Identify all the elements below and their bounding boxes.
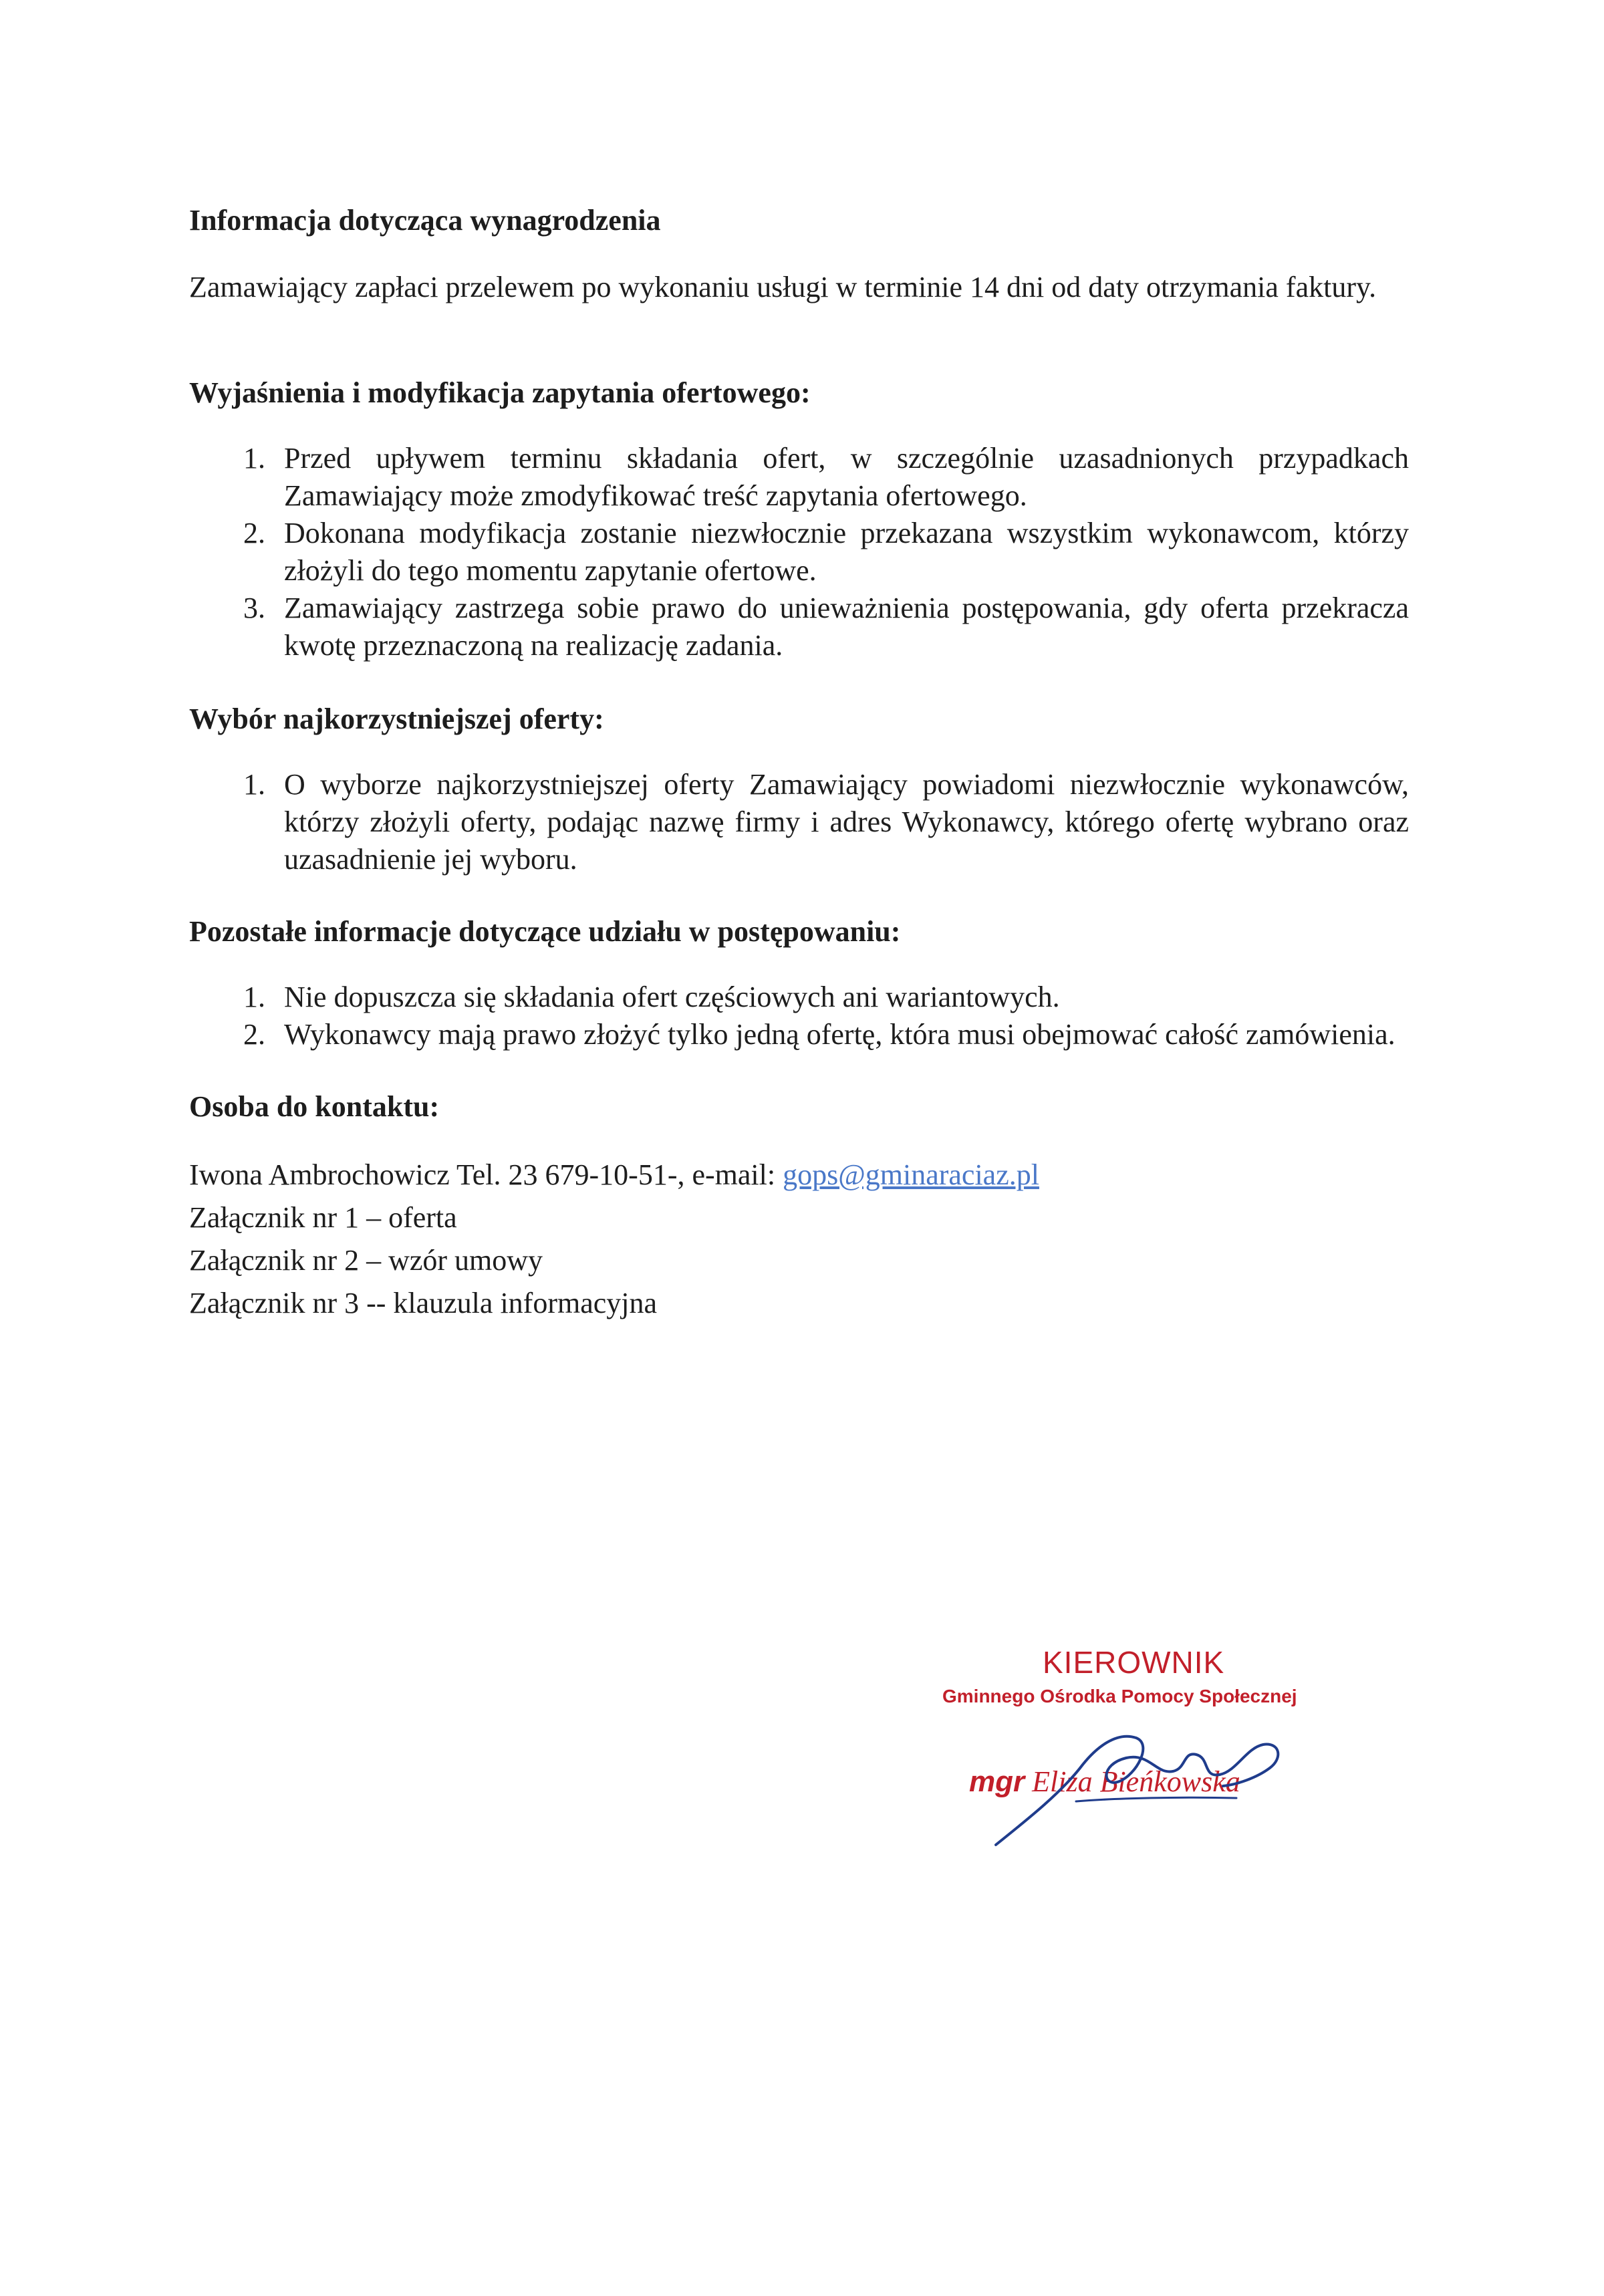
stamp-title: KIEROWNIK xyxy=(1043,1645,1225,1680)
selection-heading: Wybór najkorzystniejszej oferty: xyxy=(189,703,604,735)
payment-text: Zamawiający zapłaci przelewem po wykonaniu usługi w terminie 14 dni od daty otrzymania faktury. xyxy=(189,271,1377,303)
list-item xyxy=(189,515,1409,590)
stamp-organization: Gminnego Ośrodka Pomocy Społecznej xyxy=(942,1686,1297,1706)
payment-heading: Informacja dotycząca wynagrodzenia xyxy=(189,204,661,237)
list-item xyxy=(189,1016,1409,1053)
email-link[interactable]: gops@gminaraciaz.pl xyxy=(783,1158,1039,1191)
list-item xyxy=(189,590,1409,664)
list-item xyxy=(189,979,1409,1016)
list-item-number: 2. xyxy=(243,517,265,549)
contact-line xyxy=(189,1154,1409,1196)
list-item-text: Dokonana modyfikacja zostanie niezwłocznie przekazana wszystkim wykonawcom, którzy złożyli do tego momentu zapytanie ofertowe. xyxy=(284,517,1409,587)
attachment-3: Załącznik nr 3 -- klauzula informacyjna xyxy=(189,1287,658,1319)
clarifications-list xyxy=(189,440,1409,664)
attachment-1: Załącznik nr 1 – oferta xyxy=(189,1201,457,1234)
other-info-heading: Pozostałe informacje dotyczące udziału w postępowaniu: xyxy=(189,915,901,948)
list-item-text: O wyborze najkorzystniejszej oferty Zamawiający powiadomi niezwłocznie wykonawców, którzy złożyli oferty, podając nazwę firmy i adres Wykonawcy, którego ofertę wybrano oraz uzasadnienie jej wyboru. xyxy=(284,768,1409,876)
signature-stroke xyxy=(996,1737,1278,1845)
list-item xyxy=(189,440,1409,515)
signature-underline xyxy=(1076,1797,1236,1801)
list-item xyxy=(189,766,1409,878)
list-item-number: 3. xyxy=(243,592,265,624)
contact-block xyxy=(189,1154,1409,1325)
list-item-number: 1. xyxy=(243,442,265,475)
handwritten-signature xyxy=(982,1711,1303,1852)
clarifications-heading: Wyjaśnienia i modyfikacja zapytania ofertowego: xyxy=(189,376,811,409)
contact-heading: Osoba do kontaktu: xyxy=(189,1090,440,1123)
stamp-name-prefix: mgr xyxy=(969,1765,1025,1798)
attachment-2: Załącznik nr 2 – wzór umowy xyxy=(189,1244,543,1277)
contact-person: Iwona Ambrochowicz Tel. 23 679-10-51-, e-mail: xyxy=(189,1158,783,1191)
stamp-name-text: Eliza Bieńkowska xyxy=(1032,1765,1240,1798)
selection-list xyxy=(189,766,1409,878)
list-item-text: Zamawiający zastrzega sobie prawo do unieważnienia postępowania, gdy oferta przekracza kwotę przeznaczoną na realizację zadania. xyxy=(284,592,1409,662)
document-content xyxy=(189,201,1409,1325)
list-item-number: 2. xyxy=(243,1018,265,1051)
official-stamp xyxy=(942,1644,1317,1852)
list-item-number: 1. xyxy=(243,981,265,1013)
list-item-text: Przed upływem terminu składania ofert, w szczególnie uzasadnionych przypadkach Zamawiający może zmodyfikować treść zapytania ofertowego. xyxy=(284,442,1409,512)
list-item-text: Wykonawcy mają prawo złożyć tylko jedną ofertę, która musi obejmować całość zamówienia. xyxy=(284,1018,1395,1051)
list-item-number: 1. xyxy=(243,768,265,801)
other-info-list xyxy=(189,979,1409,1053)
list-item-text: Nie dopuszcza się składania ofert częściowych ani wariantowych. xyxy=(284,981,1060,1013)
